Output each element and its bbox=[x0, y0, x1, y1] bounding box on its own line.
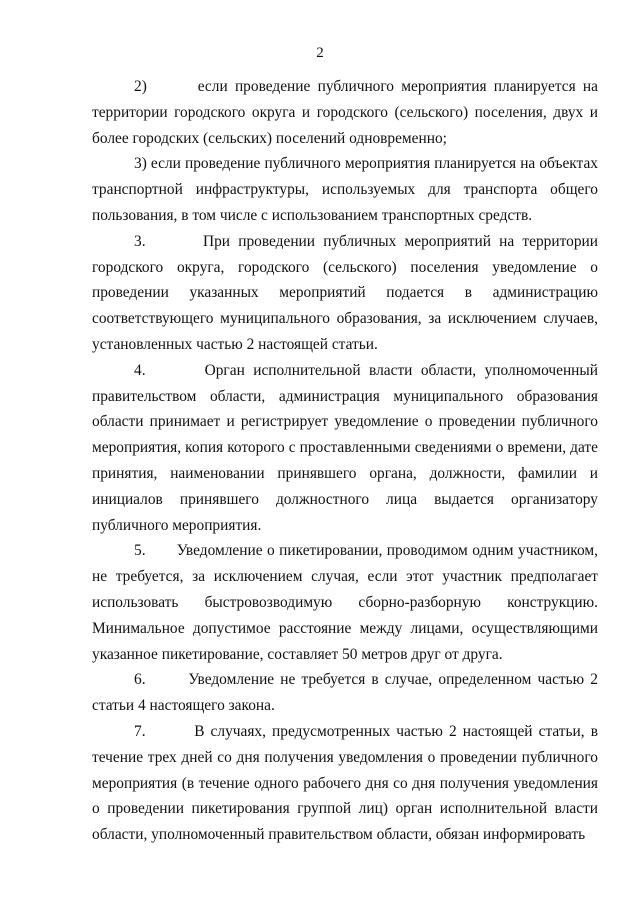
document-body bbox=[92, 74, 598, 848]
paragraph-4: 4. Орган исполнительной власти области, уполномоченный правительством области, администрация муниципального образования области принимает и регистрирует уведомление о проведении публичного мероприятия, копия которого с проставленными сведениями о времени, дате принятия, наименовании принявшего органа, должности, фамилии и инициалов принявшего должностного лица выдается организатору публичного мероприятия. bbox=[92, 361, 598, 534]
page-number: 2 bbox=[316, 45, 324, 61]
paragraph-5: 5. Уведомление о пикетировании, проводимом одним участником, не требуется, за исключением случая, если этот участник предполагает использовать быстровозводимую сборно-разборную конструкцию. Минимальное допустимое расстояние между лицами, осуществляющими указанное пикетирование, составляет 50 метров друг от друга. bbox=[92, 542, 598, 663]
paragraph-3: 3. При проведении публичных мероприятий на территории городского округа, городского (сельского) поселения уведомление о проведении указанных мероприятий подается в администрацию соответствующего муниципального образования, за исключением случаев, установленных частью 2 настоящей статьи. bbox=[92, 232, 598, 353]
paragraph-7: 7. В случаях, предусмотренных частью 2 настоящей статьи, в течение трех дней со дня получения уведомления о проведении публичного мероприятия (в течение одного рабочего дня со дня получения уведомления о проведении пикетирования группой лиц) орган исполнительной власти области, уполномоченный правительством области, обязан информировать bbox=[92, 722, 598, 844]
paragraph-6: 6. Уведомление не требуется в случае, определенном частью 2 статьи 4 настоящего закона. bbox=[92, 671, 598, 715]
paragraph-2-item-2: 2) если проведение публичного мероприятия планируется на территории городского округа и городского (сельского) поселения, двух и более городских (сельских) поселений одновременно; bbox=[92, 78, 598, 147]
paragraph-2-item-3: 3) если проведение публичного мероприятия планируется на объектах транспортной инфраструктуры, используемых для транспорта общего пользования, в том числе с использованием транспортных средств. bbox=[92, 155, 598, 224]
